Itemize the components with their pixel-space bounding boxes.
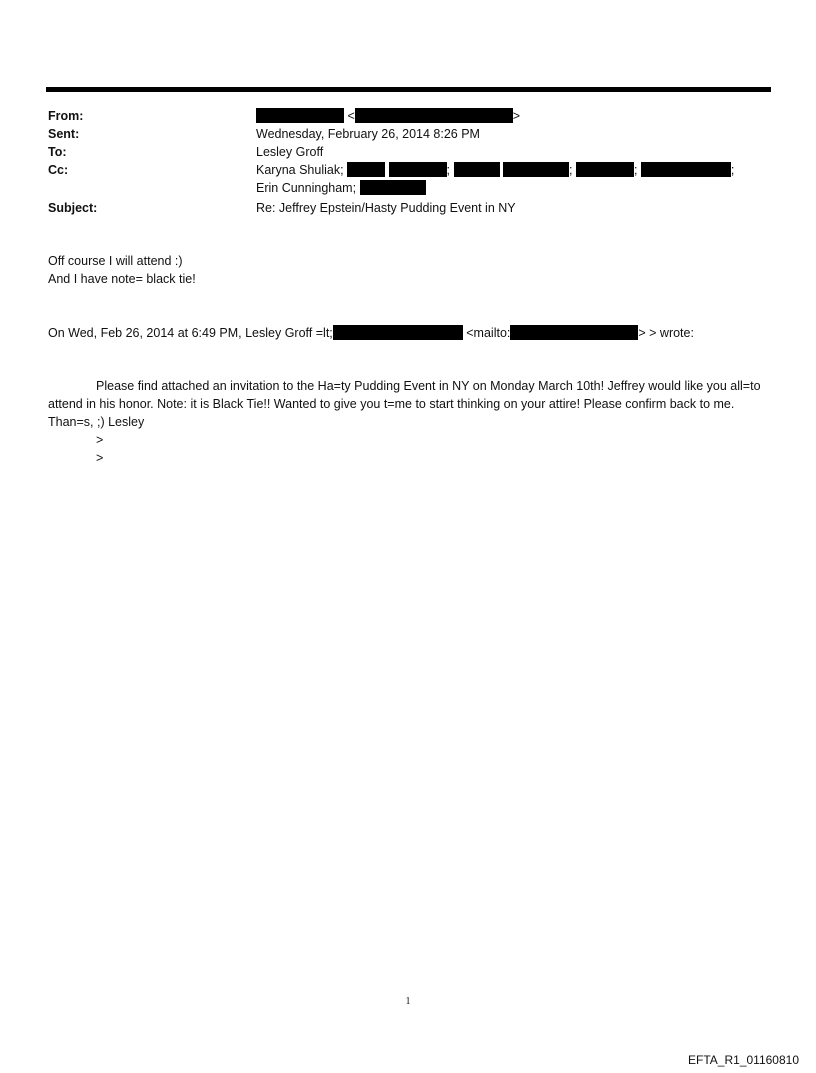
page-number: 1: [405, 996, 411, 1007]
quoted-message: Please find attached an invitation to the Ha=ty Pudding Event in NY on Monday March 10th! Jeffrey would like you all=to attend in his honor. Note: it is Black Tie!! Wanted to give you t=me to start thinking on your attire! Please confirm back to me. Than=s, ;) Lesley: [48, 379, 761, 429]
reply-prefix: On Wed, Feb 26, 2014 at 6:49 PM, Lesley Groff =lt;: [48, 326, 333, 340]
quote-marker: >: [96, 451, 104, 465]
cc-separator: ;: [446, 163, 451, 177]
cc-separator: ;: [730, 163, 735, 177]
redaction-block: [454, 162, 500, 177]
header-rule: [46, 87, 771, 92]
cc-separator: ;: [568, 163, 573, 177]
redaction-block: [389, 162, 447, 177]
sent-value: Wednesday, February 26, 2014 8:26 PM: [256, 127, 480, 141]
quote-marker: >: [96, 433, 104, 447]
redaction-block: [503, 162, 569, 177]
from-label: From:: [48, 109, 84, 123]
cc-label: Cc:: [48, 163, 69, 177]
redaction-block: [333, 325, 463, 340]
body-line-2: And I have note= black tie!: [48, 272, 196, 286]
redaction-block: [256, 108, 344, 123]
redaction-block: [641, 162, 731, 177]
sent-label: Sent:: [48, 127, 80, 141]
cc-name: Karyna Shuliak;: [256, 163, 344, 177]
cc-value-line2: [256, 179, 426, 197]
subject-label: Subject:: [48, 201, 98, 215]
document-id: EFTA_R1_01160810: [688, 1053, 799, 1067]
body-line-1: Off course I will attend :): [48, 254, 183, 268]
redaction-block: [347, 162, 385, 177]
redaction-block: [360, 180, 426, 195]
redaction-block: [355, 108, 513, 123]
to-value: Lesley Groff: [256, 145, 324, 159]
cc-value: [256, 161, 734, 179]
from-gt: >: [512, 109, 521, 123]
redaction-block: [510, 325, 638, 340]
reply-suffix: > > wrote:: [638, 326, 694, 340]
redaction-block: [576, 162, 634, 177]
cc-separator: ;: [633, 163, 638, 177]
from-lt: <: [347, 109, 355, 123]
reply-header: [48, 324, 694, 342]
from-value: [256, 107, 520, 125]
to-label: To:: [48, 145, 67, 159]
subject-value: Re: Jeffrey Epstein/Hasty Pudding Event in NY: [256, 201, 516, 215]
reply-mailto: <mailto:: [466, 326, 511, 340]
cc-name: Erin Cunningham;: [256, 181, 357, 195]
